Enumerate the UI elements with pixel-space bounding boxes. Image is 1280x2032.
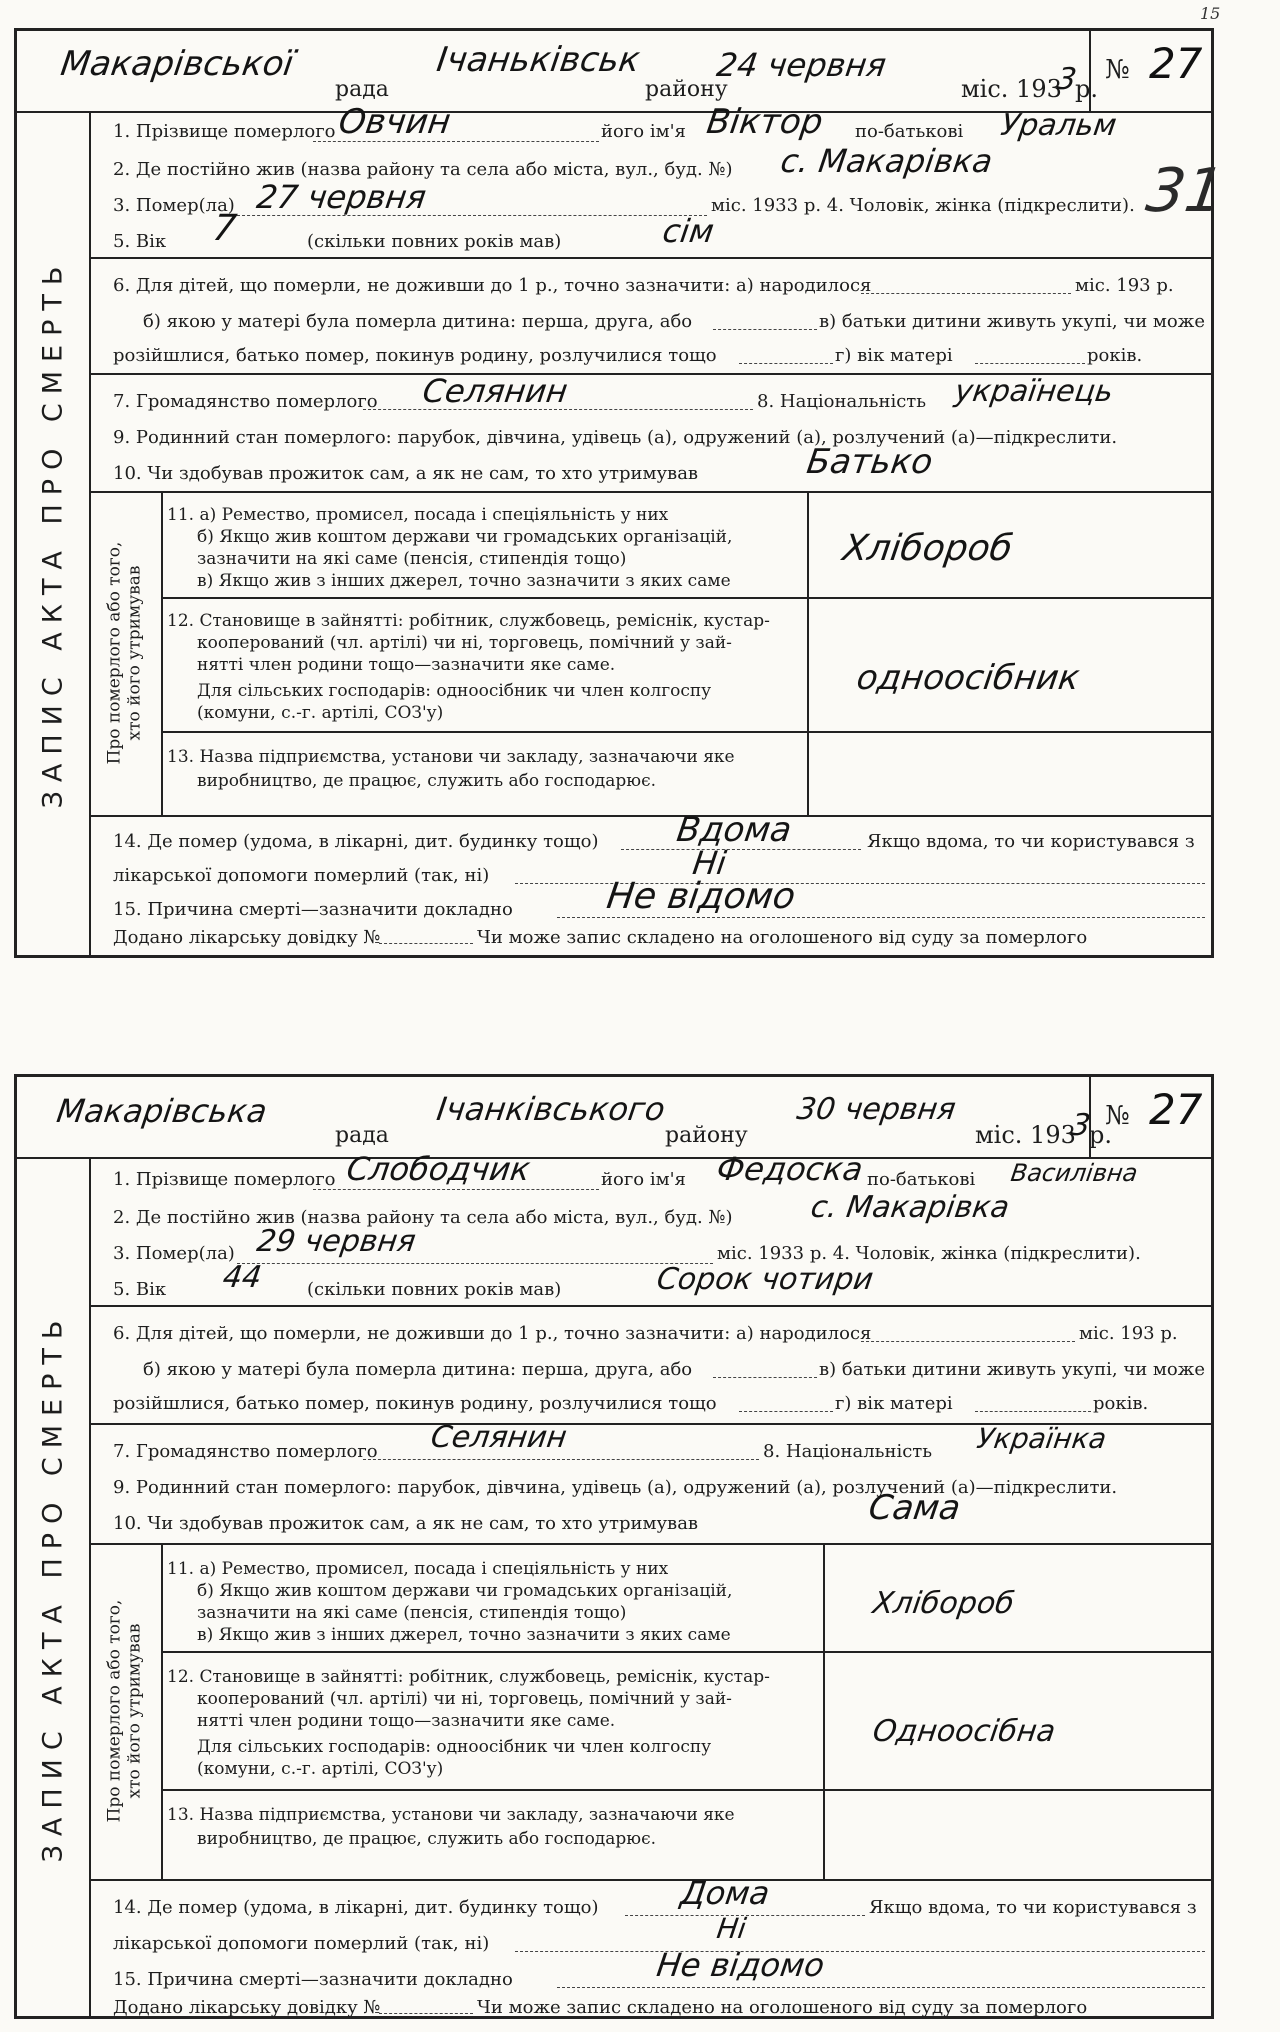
supported-value: Сама xyxy=(866,1488,963,1528)
parents-status-line xyxy=(739,1411,833,1412)
name-value: Віктор xyxy=(704,102,826,142)
raionu-label: району xyxy=(665,1123,748,1148)
death-record-form-1 xyxy=(14,28,1229,958)
cause-line xyxy=(557,917,1205,918)
village-council-name: Макарівська xyxy=(54,1092,270,1130)
certificate-line xyxy=(379,2013,473,2014)
death-place-label: 14. Де помер (удома, в лікарні, дит. будинку тощо) xyxy=(113,831,599,852)
death-date-label: 3. Помер(ла) xyxy=(113,195,235,216)
medical-help-label-b: лікарської допомоги померлий (так, ні) xyxy=(113,1933,490,1954)
employment-label-d: Для сільських господарів: одноосібник чи член колгоспу xyxy=(197,1737,712,1757)
employment-label-e: (комуни, с.-г. артілі, СОЗ'у) xyxy=(197,703,444,723)
mother-age-label: г) вік матері xyxy=(835,345,953,366)
age-label: 5. Вік xyxy=(113,231,167,252)
infant-order-label: б) якою у матері була померла дитина: перша, друга, або xyxy=(143,1359,693,1380)
workplace-label-a: 13. Назва підприємства, установи чи закладу, зазначаючи яке xyxy=(167,747,735,767)
occupation-label-c: зазначити на які саме (пенсія, стипендія тощо) xyxy=(197,549,627,569)
divider xyxy=(161,1789,1211,1791)
marital-status-label: 9. Родинний стан померлого: парубок, дівчина, удівець (а), одружений (а), розлучений (а)—підкреслити. xyxy=(113,1477,1118,1498)
infant-birth-line xyxy=(861,293,1071,294)
mother-age-line xyxy=(975,1411,1091,1412)
mother-age-end: років. xyxy=(1093,1393,1149,1414)
infant-birth-line xyxy=(861,1341,1075,1342)
parents-status-label: розійшлися, батько помер, покинув родину, розлучилися тощо xyxy=(113,1393,717,1414)
supported-label: 10. Чи здобував прожиток сам, а як не сам, то хто утримував xyxy=(113,463,699,484)
workplace-label-b: виробництво, де працює, служить або господарює. xyxy=(197,771,657,791)
form-header xyxy=(17,31,1211,113)
number-label: № xyxy=(1105,55,1130,85)
employment-value: Одноосібна xyxy=(870,1714,1058,1749)
divider xyxy=(89,491,1211,493)
employment-label-b: кооперований (чл. артілі) чи ні, торговець, помічний у зай- xyxy=(197,1689,732,1709)
surname-value: Слободчик xyxy=(344,1150,533,1188)
patronymic-label: по-батькові xyxy=(867,1169,976,1190)
block-vertical-label xyxy=(105,542,144,765)
parents-label: в) батьки дитини живуть укупі, чи може xyxy=(819,311,1205,332)
supported-label: 10. Чи здобував прожиток сам, а як не сам, то хто утримував xyxy=(113,1513,699,1534)
nationality-value: Українка xyxy=(974,1422,1109,1455)
death-place-line xyxy=(621,849,861,850)
form-header xyxy=(17,1077,1211,1159)
age-value: 7 xyxy=(210,208,239,249)
occupation-label-d: в) Якщо жив з інших джерел, точно зазначити з яких саме xyxy=(197,571,731,591)
employment-label-a: 12. Становище в зайнятті: робітник, службовець, реміснік, кустар- xyxy=(167,1667,770,1687)
parents-status-label: розійшлися, батько помер, покинув родину, розлучилися тощо xyxy=(113,345,717,366)
block-divider-left xyxy=(161,491,163,815)
medical-help-value: Ні xyxy=(690,844,729,882)
divider xyxy=(161,1651,1211,1653)
rada-label: рада xyxy=(335,1123,389,1148)
side-title: ЗАПИС АКТА ПРО СМЕРТЬ xyxy=(37,1311,69,1862)
citizenship-line xyxy=(363,1459,759,1460)
sex-label: міс. 1933 р. 4. Чоловік, жінка (підкреслити). xyxy=(711,195,1135,216)
name-label: його ім'я xyxy=(601,1169,686,1190)
residence-label: 2. Де постійно жив (назва району та села або міста, вул., буд. №) xyxy=(113,159,733,180)
medical-help-label-a: Якщо вдома, то чи користувався з xyxy=(869,1897,1197,1918)
infant-birth-end: міс. 193 р. xyxy=(1075,275,1174,296)
occupation-value: Хлібороб xyxy=(840,528,1015,569)
certificate-line xyxy=(379,943,473,944)
surname-value: Овчин xyxy=(336,102,454,142)
year-suffix: р. xyxy=(1075,75,1098,103)
record-number-box xyxy=(1089,1077,1211,1157)
name-label: його ім'я xyxy=(601,121,686,142)
record-number-box xyxy=(1089,31,1211,111)
year-digit: 3 xyxy=(1054,62,1079,97)
age-label: 5. Вік xyxy=(113,1279,167,1300)
surname-label: 1. Прізвище померлого xyxy=(113,121,336,142)
village-council-name: Макарівської xyxy=(58,44,296,84)
employment-label-c: нятті член родини тощо—зазначити яке саме. xyxy=(197,655,616,675)
raionu-label: району xyxy=(645,77,728,102)
sex-label: міс. 1933 р. 4. Чоловік, жінка (підкреслити). xyxy=(717,1243,1141,1264)
citizenship-line xyxy=(363,409,753,410)
court-record-label: Чи може запис складено на оголошеного від суду за померлого xyxy=(477,927,1088,948)
employment-label-e: (комуни, с.-г. артілі, СОЗ'у) xyxy=(197,1759,444,1779)
year-digit: 3 xyxy=(1068,1108,1093,1143)
infant-order-label: б) якою у матері була померла дитина: перша, друга, або xyxy=(143,311,693,332)
divider xyxy=(89,257,1211,259)
block-divider-right xyxy=(823,1543,825,1879)
death-place-value: Дома xyxy=(678,1874,772,1912)
cause-label: 15. Причина смерті—зазначити докладно xyxy=(113,1969,513,1990)
district-name: Ічанківського xyxy=(434,1090,668,1128)
occupation-label-a: 11. а) Ремество, промисел, посада і спеціяльність у них xyxy=(167,1559,669,1579)
rada-label: рада xyxy=(335,77,389,102)
residence-value: с. Макарівка xyxy=(808,1190,1012,1225)
vlabel-line-a: Про померлого або того, xyxy=(104,1599,125,1823)
residence-value: с. Макарівка xyxy=(778,142,995,180)
medical-help-label-b: лікарської допомоги померлий (так, ні) xyxy=(113,865,490,886)
certificate-label: Додано лікарську довідку № xyxy=(113,1997,381,2018)
workplace-label-a: 13. Назва підприємства, установи чи закладу, зазначаючи яке xyxy=(167,1805,735,1825)
district-name: Ічаньківськ xyxy=(434,40,643,80)
patronymic-label: по-батькові xyxy=(855,121,964,142)
vlabel-line-a: Про померлого або того, xyxy=(104,541,125,765)
infant-order-line xyxy=(713,329,817,330)
cause-label: 15. Причина смерті—зазначити докладно xyxy=(113,899,513,920)
death-record-form-2 xyxy=(14,1074,1214,2019)
death-date-line xyxy=(237,215,707,216)
block-vertical-label xyxy=(105,1600,144,1823)
surname-line xyxy=(313,1189,599,1190)
cause-value: Не відомо xyxy=(604,876,798,917)
cause-line xyxy=(557,1987,1205,1988)
occupation-label-b: б) Якщо жив коштом держави чи громадських організацій, xyxy=(197,1581,733,1601)
name-value: Федоска xyxy=(714,1150,866,1188)
death-date-label: 3. Помер(ла) xyxy=(113,1243,235,1264)
infant-order-line xyxy=(713,1377,817,1378)
vlabel-line-b: хто його утримував xyxy=(124,565,144,741)
age-hint: (скільки повних років мав) xyxy=(307,1279,562,1300)
workplace-label-b: виробництво, де працює, служить або господарює. xyxy=(197,1829,657,1849)
employment-label-d: Для сільських господарів: одноосібник чи член колгоспу xyxy=(197,681,712,701)
patronymic-value: Василівна xyxy=(1009,1159,1140,1187)
record-number: 27 xyxy=(1149,1085,1203,1134)
occupation-value: Хлібороб xyxy=(870,1586,1017,1621)
parents-label: в) батьки дитини живуть укупі, чи може xyxy=(819,1359,1205,1380)
nationality-label: 8. Національність xyxy=(763,1441,933,1462)
age-hint: (скільки повних років мав) xyxy=(307,231,562,252)
margin-note: 31 xyxy=(1142,156,1229,226)
citizenship-label: 7. Громадянство померлого xyxy=(113,391,378,412)
year-suffix: р. xyxy=(1089,1121,1112,1149)
divider xyxy=(161,731,1211,733)
employment-label-b: кооперований (чл. артілі) чи ні, торговець, помічний у зай- xyxy=(197,633,732,653)
supported-value: Батько xyxy=(804,442,936,482)
cause-value: Не відомо xyxy=(654,1946,827,1984)
divider xyxy=(161,597,1211,599)
death-place-value: Вдома xyxy=(674,810,794,850)
infant-birth-label: 6. Для дітей, що померли, не доживши до 1 р., точно зазначити: а) народилося xyxy=(113,1323,872,1344)
medical-help-label-a: Якщо вдома, то чи користувався з xyxy=(867,831,1195,852)
record-number: 27 xyxy=(1149,39,1203,88)
death-place-label: 14. Де помер (удома, в лікарні, дит. будинку тощо) xyxy=(113,1897,599,1918)
mother-age-line xyxy=(975,363,1085,364)
residence-label: 2. Де постійно жив (назва району та села або міста, вул., буд. №) xyxy=(113,1207,733,1228)
infant-birth-end: міс. 193 р. xyxy=(1079,1323,1178,1344)
citizenship-value: Селянин xyxy=(420,372,571,410)
block-divider-left xyxy=(161,1543,163,1879)
header-date: 30 червня xyxy=(794,1092,958,1127)
vlabel-line-b: хто його утримував xyxy=(124,1623,144,1799)
employment-value: одноосібник xyxy=(854,658,1082,698)
occupation-label-d: в) Якщо жив з інших джерел, точно зазначити з яких саме xyxy=(197,1625,731,1645)
employment-label-a: 12. Становище в зайнятті: робітник, службовець, реміснік, кустар- xyxy=(167,611,770,631)
side-title-column xyxy=(17,111,91,955)
divider xyxy=(89,815,1211,817)
mother-age-label: г) вік матері xyxy=(835,1393,953,1414)
patronymic-value: Уральм xyxy=(998,108,1119,143)
infant-birth-label: 6. Для дітей, що померли, не доживши до 1 р., точно зазначити: а) народилося xyxy=(113,275,872,296)
death-date-value: 29 червня xyxy=(254,1224,418,1259)
citizenship-label: 7. Громадянство померлого xyxy=(113,1441,378,1462)
age-value: 44 xyxy=(220,1260,264,1295)
medical-help-line xyxy=(515,1951,1205,1952)
number-label: № xyxy=(1105,1101,1130,1131)
mother-age-end: років. xyxy=(1087,345,1143,366)
month-year-label: міс. 193 xyxy=(961,75,1062,103)
citizenship-value: Селянин xyxy=(428,1420,569,1455)
divider xyxy=(89,1879,1211,1881)
employment-label-c: нятті член родини тощо—зазначити яке саме. xyxy=(197,1711,616,1731)
medical-help-value: Ні xyxy=(714,1912,749,1945)
header-date: 24 червня xyxy=(714,46,889,84)
age-words-value: Сорок чотири xyxy=(654,1262,876,1297)
nationality-label: 8. Національність xyxy=(757,391,927,412)
month-year-label: міс. 193 xyxy=(975,1121,1076,1149)
side-title-column xyxy=(17,1157,91,2016)
side-title: ЗАПИС АКТА ПРО СМЕРТЬ xyxy=(37,257,69,809)
marital-status-label: 9. Родинний стан померлого: парубок, дівчина, удівець (а), одружений (а), розлучений (а)—підкреслити. xyxy=(113,427,1118,448)
occupation-label-c: зазначити на які саме (пенсія, стипендія тощо) xyxy=(197,1603,627,1623)
parents-status-line xyxy=(739,363,833,364)
divider xyxy=(89,1305,1211,1307)
death-date-value: 27 червня xyxy=(254,178,429,216)
age-words-value: сім xyxy=(660,212,717,250)
page-mark: 15 xyxy=(1200,4,1221,23)
block-divider-right xyxy=(807,491,809,815)
nationality-value: українець xyxy=(952,374,1116,409)
court-record-label: Чи може запис складено на оголошеного від суду за померлого xyxy=(477,1997,1088,2018)
occupation-label-a: 11. а) Ремество, промисел, посада і спеціяльність у них xyxy=(167,505,669,525)
death-date-line xyxy=(237,1263,713,1264)
surname-label: 1. Прізвище померлого xyxy=(113,1169,336,1190)
certificate-label: Додано лікарську довідку № xyxy=(113,927,381,948)
occupation-label-b: б) Якщо жив коштом держави чи громадських організацій, xyxy=(197,527,733,547)
divider xyxy=(89,1543,1211,1545)
